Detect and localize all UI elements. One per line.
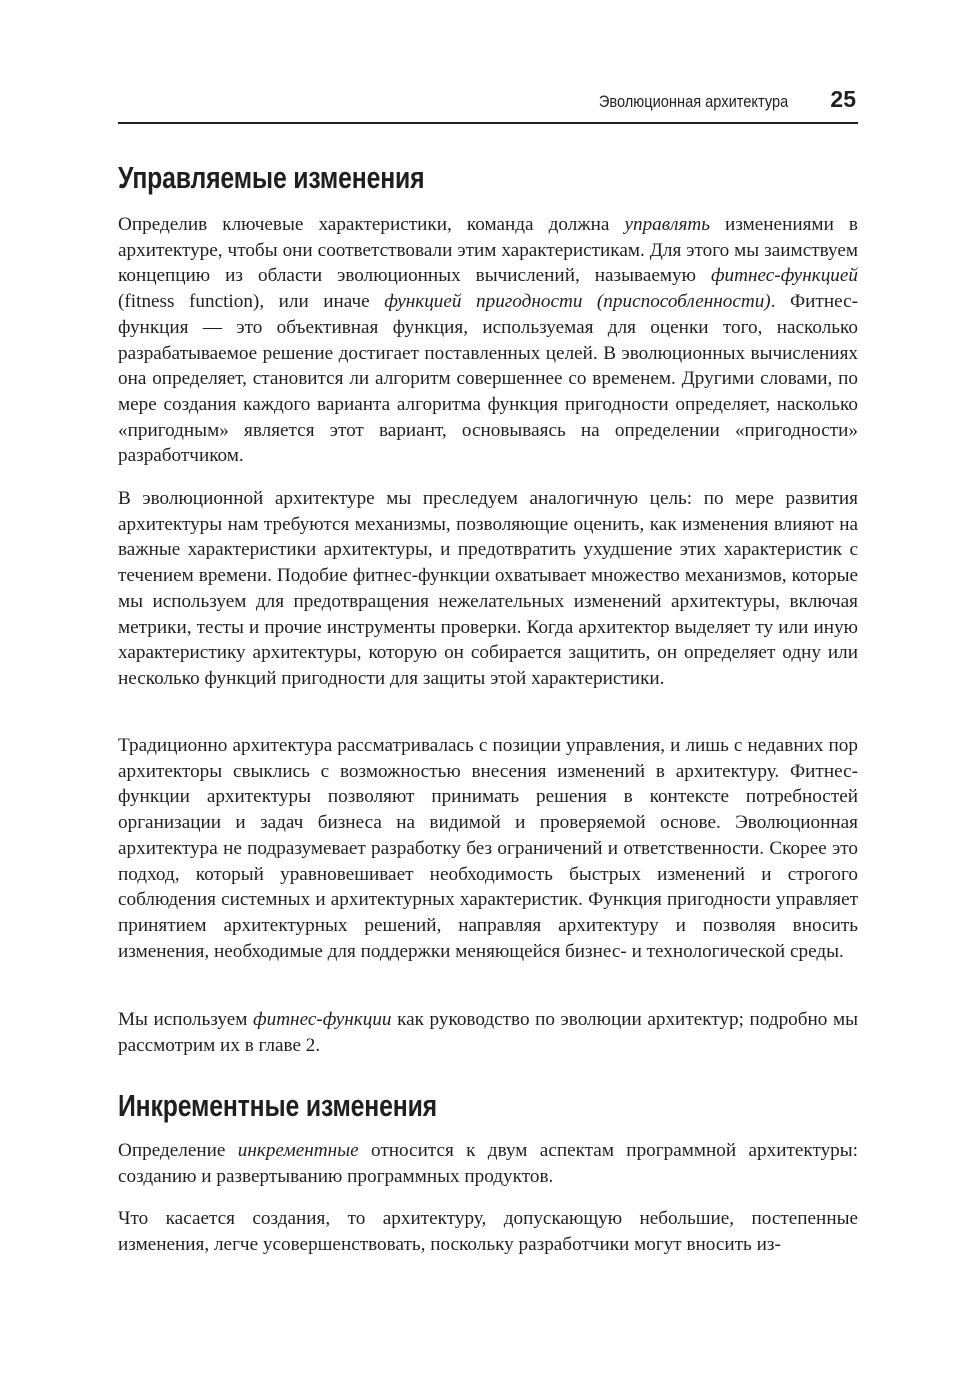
paragraph-2: В эволюционной архитектуре мы преследуем аналогичную цель: по мере развития архитектуры нам требуются механизмы, позволяющие оценить, как изменения влияют на важные характеристики архитектуры, и предотвратить ухудшение этих характеристик с течением времени. Подобие фитнес-функции охватывает множество механизмов, которые мы используем для предотвращения нежелательных изменений архитектуры, включая метрики, тесты и прочие инструменты проверки. Когда архитектор выделяет ту или иную характеристику архитектуры, которую он собирается защитить, он определяет одну или несколько функций пригодности для защиты этой характеристики. [118,488,858,689]
section-heading-managed-changes: Управляемые изменения [118,160,425,195]
emphasis-manage: управлять [624,214,710,235]
section-heading-incremental-changes: Инкрементные изменения [118,1088,437,1123]
paragraph-1: Определив ключевые характеристики, команда должна управлять изменениями в архитектуре, чтобы они соответствовали этим характеристикам. Для этого мы заимствуем концепцию из области эволюционных вычислений, называемую фитнес-функцией (fitness function), или иначе функцией пригодности (приспособленности). Фитнес-функция — это объективная функция, используемая для оценки того, насколько разрабатываемое решение достигает поставленных целей. В эволюционных вычислениях она определяет, становится ли алгоритм совершеннее со временем. Другими словами, по мере создания каждого варианта алгоритма функция пригодности определяет, насколько «пригодным» является этот вариант, основываясь на определении «пригодности» разработчиком. [118,214,858,467]
emphasis-fitness-function: фитнес-функцией [710,265,858,287]
paragraph-3: Традиционно архитектура рассматривалась с позиции управления, и лишь с недавних пор архитекторы свыклись с возможностью внесения изменений в архитектуру. Фитнес-функции архитектуры позволяют принимать решения в контексте потребностей организации и задач бизнеса на видимой и проверяемой основе. Эволюционная архитектура не подразумевает разработку без ограничений и ответственности. Скорее это подход, который уравновешивает необходимость быстрых изменений и строгого соблюдения системных и архитектурных характеристик. Функция пригодности управляет принятием архитектурных решений, направляя архитектуру и позволяя вносить изменения, необходимые для поддержки меняющейся бизнес- и технологической среды. [118,735,858,962]
emphasis-incremental: инкрементные [237,1140,359,1161]
emphasis-fitness-functions: фитнес-функции [252,1009,392,1030]
paragraph-4: Мы используем фитнес-функции как руководство по эволюции архитектур; подробно мы рассмотрим их в главе 2. [118,1009,858,1056]
running-header [118,86,858,124]
emphasis-fitness-function-ru: функцией пригодности (приспособленности) [384,291,771,313]
paragraph-5: Определение инкрементные относится к двум аспектам программной архитектуры: созданию и развертыванию программных продуктов. [118,1140,858,1187]
running-title: Эволюционная архитектура [598,92,788,111]
page-number: 25 [830,86,856,112]
paragraph-6: Что касается создания, то архитектуру, допускающую небольшие, постепенные изменения, легче усовершенствовать, поскольку разработчики могут вносить из- [118,1208,858,1255]
